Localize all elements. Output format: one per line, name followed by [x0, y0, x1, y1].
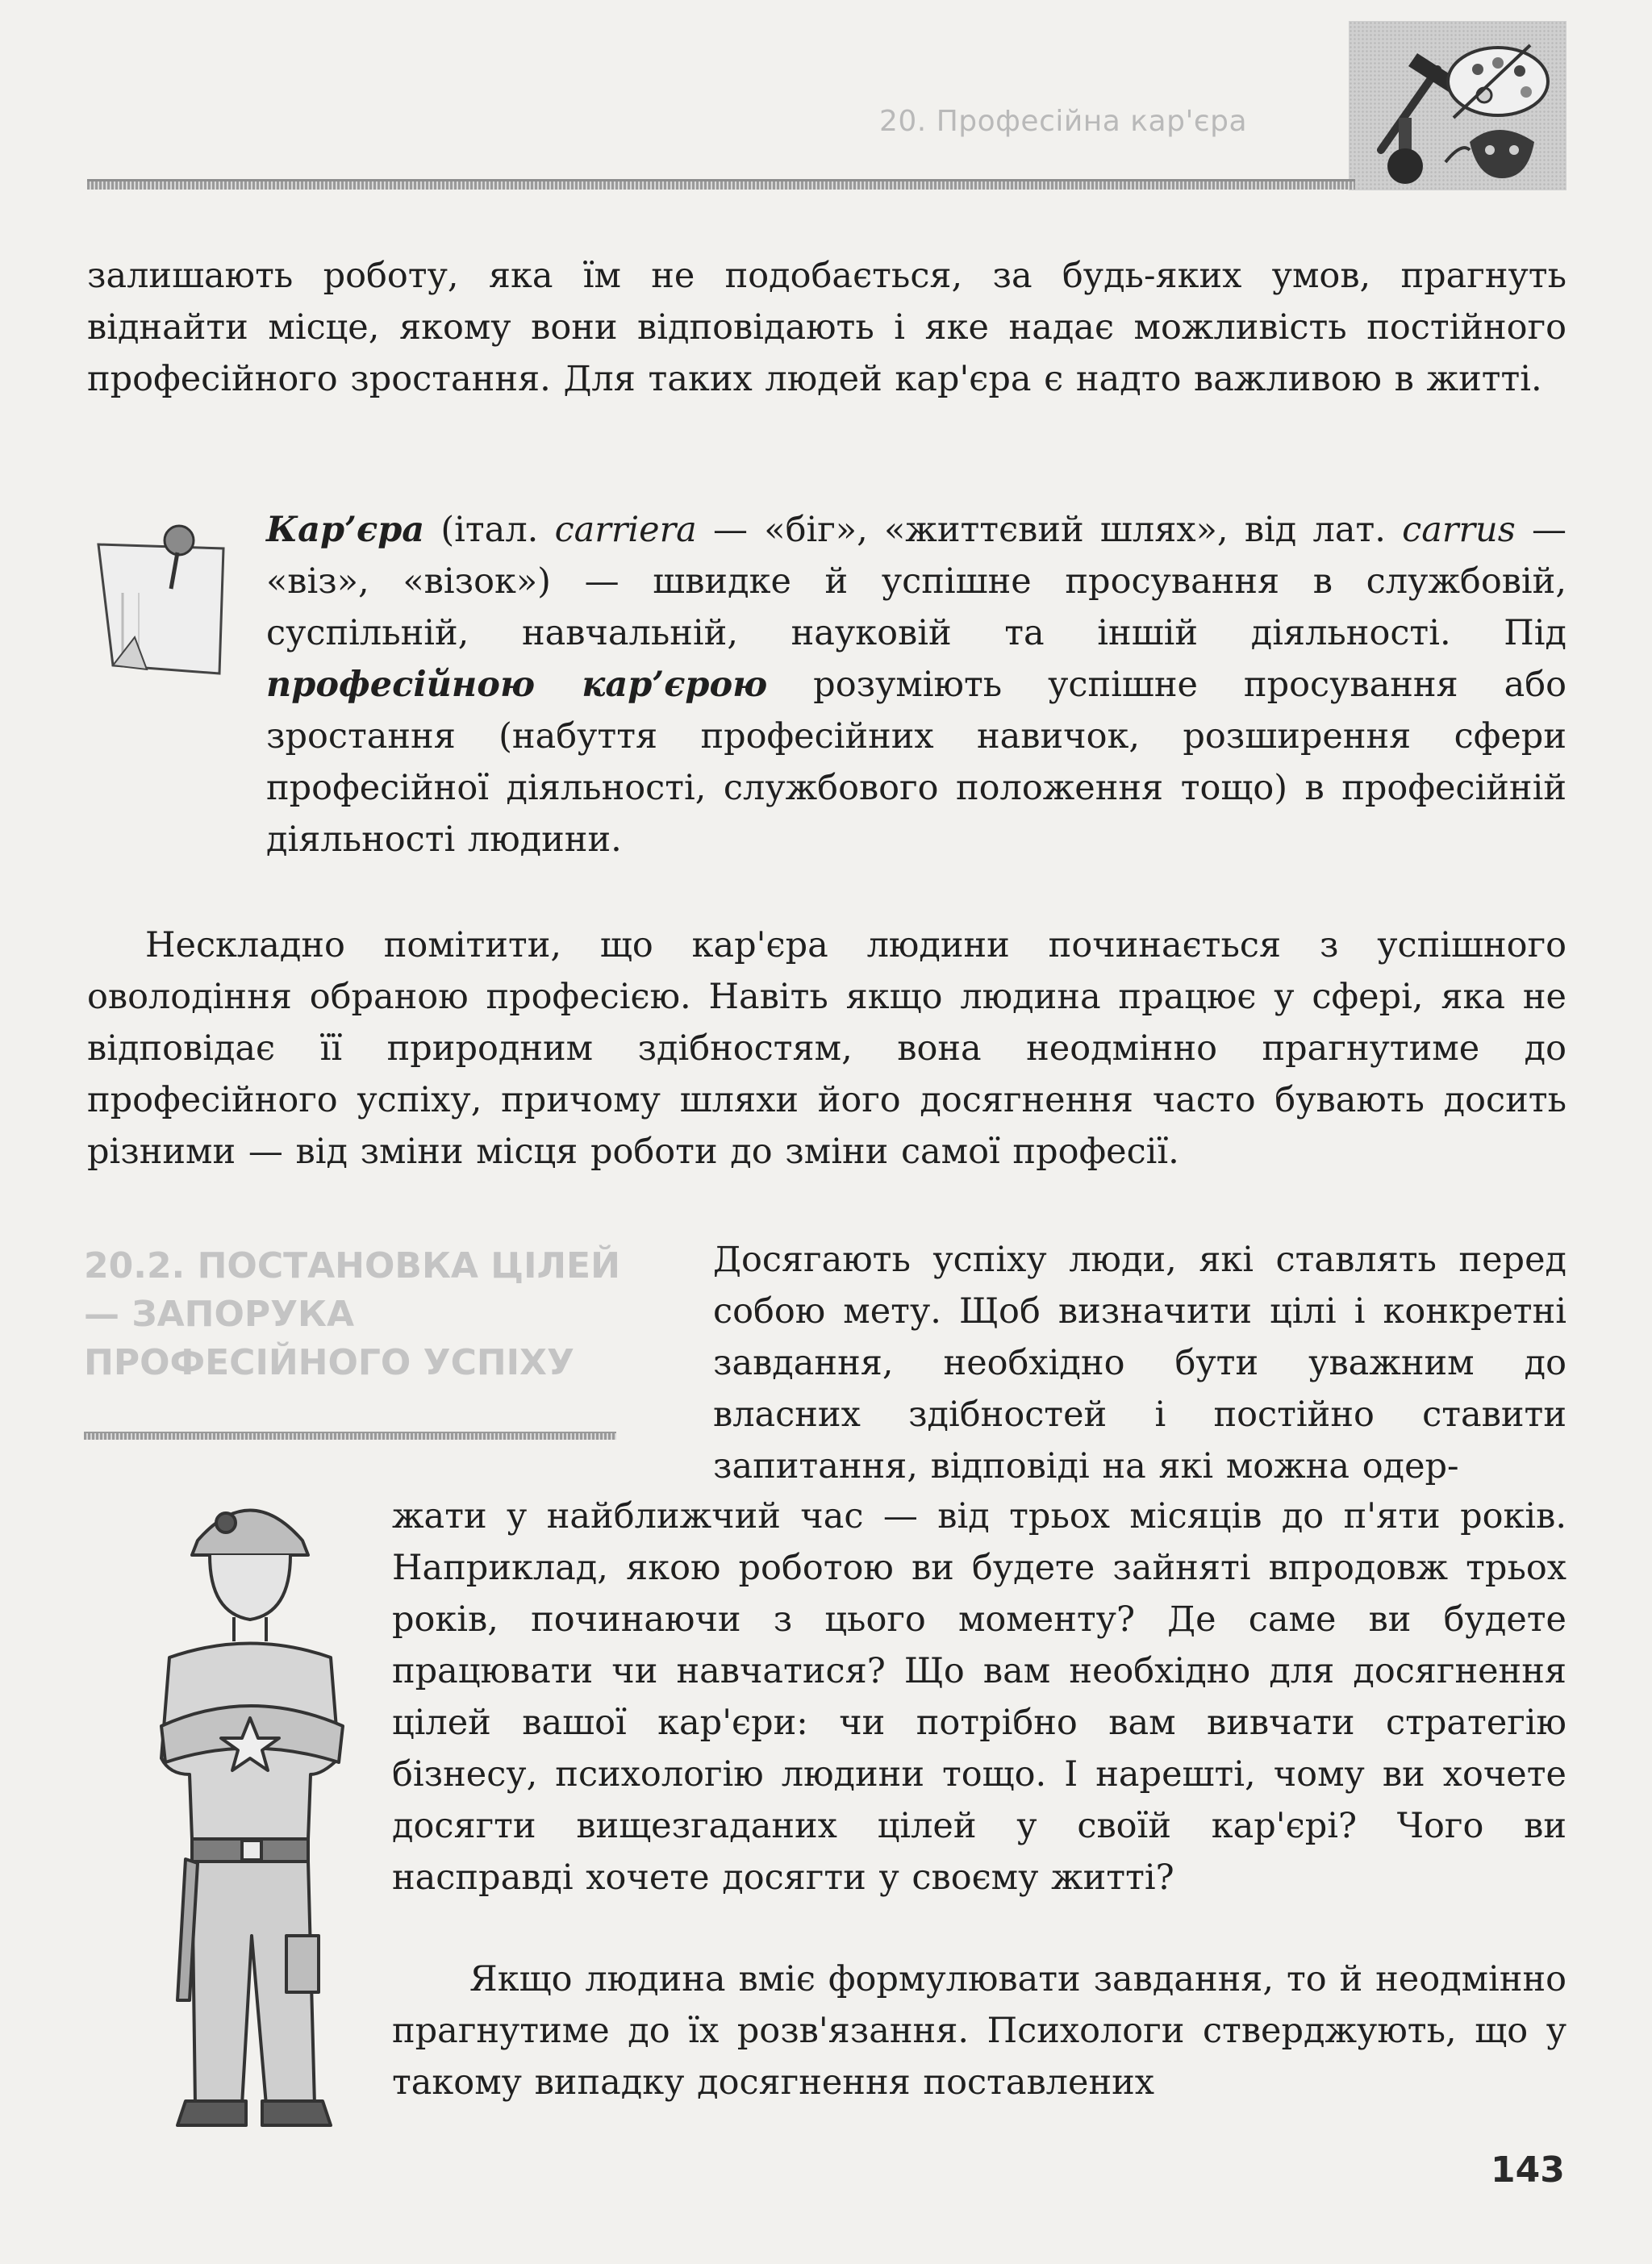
- paragraph-career-start: Нескладно помітити, що кар'єра людини починається з успішного оволодіння обраною професією. Навіть якщо людина працює у сфері, яка не відповідає її природним здібностям, вона неодмінно прагнутиме до професійного успіху, причому шляхи його досягнення часто бувають досить різними — від зміни місця роботи до зміни самої професії.: [87, 925, 1566, 1172]
- definition-latin-2: carrus: [1402, 510, 1516, 550]
- definition-text-4: розуміють успішне просування або зростання (набуття професійних навичок, розширення сфери професійної діяльності, службового положення тощо) в професійній діяльності людини.: [266, 665, 1567, 860]
- definition-block: [266, 504, 1566, 865]
- worker-illustration: [121, 1484, 379, 2129]
- page-number: 143: [1491, 2149, 1565, 2191]
- definition-term-2: професійною кар’єрою: [266, 665, 768, 705]
- header-tools-illustration: [1349, 21, 1566, 190]
- pinned-note-icon: [90, 516, 236, 678]
- paragraph-questions: жати у найближчий час — від трьох місяців до п'яти років. Наприклад, якою роботою ви будете зайняті впродовж трьох років, починаючи з цього моменту? Де саме ви будете працювати чи навчатися? Що вам необхідно для досягнення цілей вашої кар'єри: чи потрібно вам вивчати стратегію бізнесу, психологію людини тощо. І нарешті, чому ви хочете досягти вищезгаданих цілей у своїй кар'єрі? Чого ви насправді хочете досягти у своєму житті?: [392, 1496, 1566, 1898]
- running-head: 20. Професійна кар'єра: [879, 105, 1248, 138]
- section-heading: 20.2. ПОСТАНОВКА ЦІЛЕЙ — ЗАПОРУКА ПРОФЕСІЙНОГО УСПІХУ: [84, 1245, 620, 1383]
- definition-text-1: (італ.: [424, 510, 555, 550]
- definition-text-3: — «віз», «візок») — швидке й успішне просування в службовій, суспільній, навчальній, науковій та іншій діяльності. Під: [266, 510, 1567, 653]
- definition-latin-1: carriera: [554, 510, 697, 550]
- definition-term: Кар’єра: [266, 510, 425, 550]
- definition-text-2: — «біг», «життєвий шлях», від лат.: [696, 510, 1403, 550]
- header-rule: [87, 179, 1355, 190]
- paragraph-goals: Досягають успіху люди, які ставлять перед собою мету. Щоб визначити цілі і конкретні завдання, необхідно бути уважним до власних здібностей і постійно ставити запитання, відповіді на які можна одер-: [713, 1240, 1566, 1486]
- paragraph-continuation: залишають роботу, яка їм не подобається, за будь-яких умов, прагнуть віднайти місце, якому вони відповідають і яке надає можливість постійного професійного зростання. Для таких людей кар'єра є надто важливою в житті.: [87, 256, 1566, 399]
- section-rule: [84, 1432, 616, 1440]
- paragraph-psychologists: Якщо людина вміє формулювати завдання, то й неодмінно прагнутиме до їх розв'язання. Психологи стверджують, що у такому випадку досягнення поставлених: [392, 1959, 1566, 2103]
